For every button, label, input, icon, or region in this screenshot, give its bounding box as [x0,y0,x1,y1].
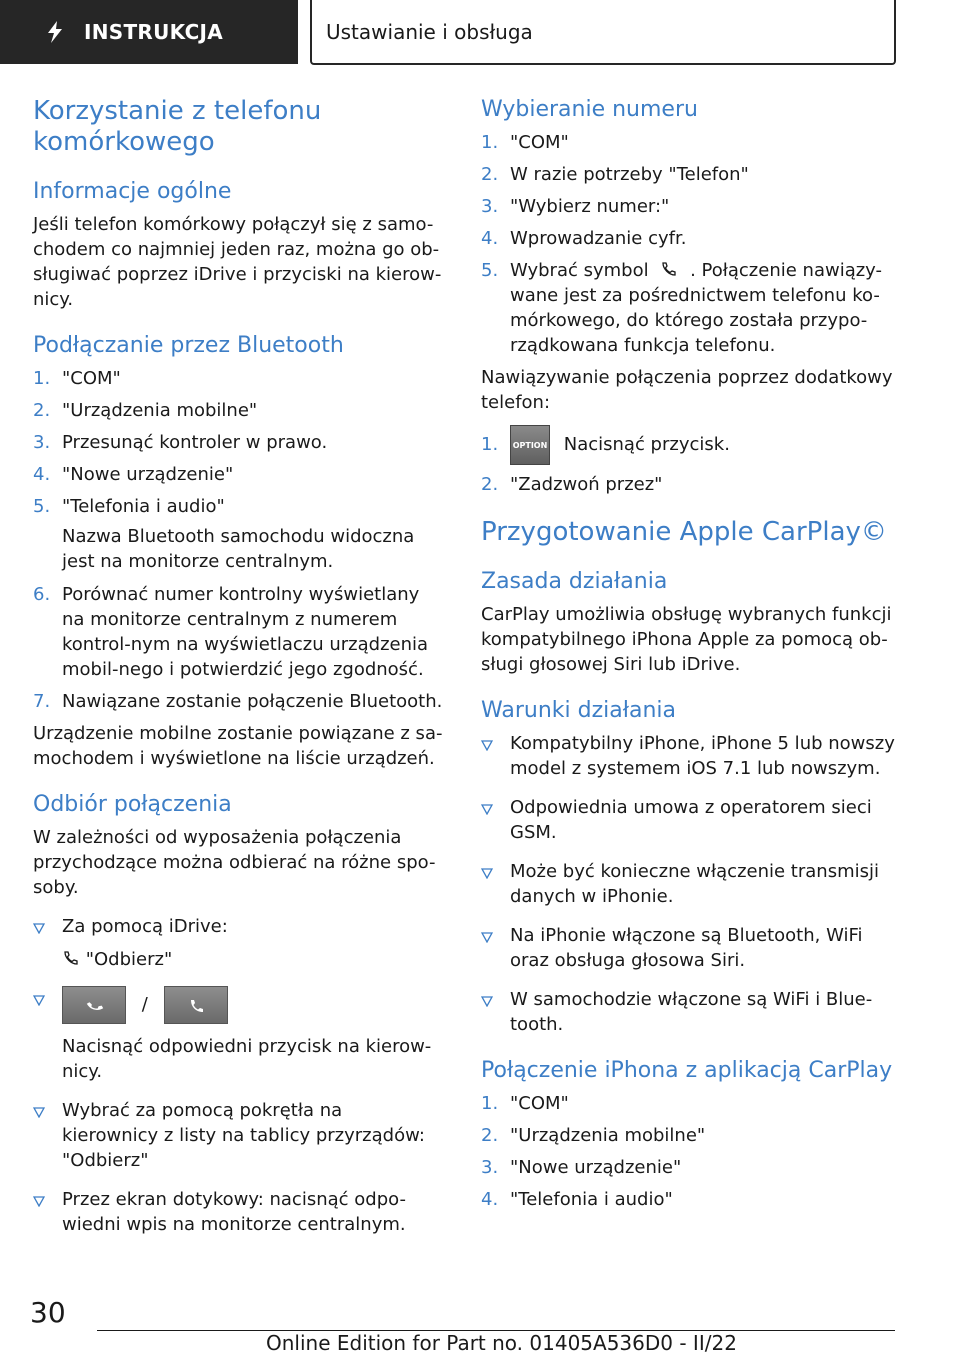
principle-heading: Zasada działania [481,569,668,594]
list-item: Na iPhonie włączone są Bluetooth, WiFi oraz obsługa głosowa Siri. [481,923,896,973]
recv-heading: Odbiór połączenia [33,792,232,817]
list-item: 1. "COM" [33,368,121,389]
info-heading: Informacje ogólne [33,179,232,204]
triangle-bullet-icon [33,994,45,1006]
phone-icon [62,949,80,967]
list-item: 1. "COM" [481,1093,569,1114]
extra-text: Nawiązywanie połączenia poprzez dodatkowy telefon: [481,367,893,413]
extra-steps [481,425,896,497]
option-key: OPTION [510,425,550,465]
list-item: 4. "Telefonia i audio" [481,1189,673,1210]
list-item: 3. Przesunąć kontroler w prawo. [33,432,328,453]
bt-after-text: Urządzenie mobilne zostanie powiązane z sa-mochodem i wyświetlone na liście urządzeń. [33,723,443,769]
list-item: 5. Wybrać symbol . Połączenie nawiązy-wane jest za pośrednictwem telefonu ko-mórkowego, do którego została przypo-rządkowana funkcja telefonu. [481,260,883,356]
phone-key [164,986,228,1024]
section-title-box [310,0,896,65]
triangle-bullet-icon [481,803,493,815]
phone-icon [660,260,678,278]
dial-heading: Wybieranie numeru [481,97,698,122]
list-item: 2. "Zadzwoń przez" [481,474,663,495]
bt-heading: Podłączanie przez Bluetooth [33,333,344,358]
list-item: 5. "Telefonia i audio" [33,496,225,517]
conn-heading: Połączenie iPhona z aplikacją CarPlay [481,1058,893,1083]
list-item: 6. Porównać numer kontrolny wyświetlany na monitorze centralnym z numerem kontrol-nym na wyświetlaczu urządzenia mobil-nego i potwierdzić jego zgodność. [33,584,429,680]
triangle-bullet-icon [481,931,493,943]
bt-steps [33,366,443,519]
triangle-bullet-icon [33,1106,45,1118]
phone-icon [187,996,207,1016]
page-title: Korzystanie z telefonu komórkowego [33,96,322,157]
bt-steps-cont [33,582,443,714]
recv-text: W zależności od wyposażenia połączenia przychodzące można odbierać na różne spo-soby. [33,827,436,898]
recv-list [33,914,443,1237]
right-column [481,96,896,1219]
req-heading: Warunki działania [481,698,676,723]
list-item: Odpowiednia umowa z operatorem sieci GSM. [481,795,896,845]
list-item: Za pomocą iDrive: "Odbierz" [33,914,443,972]
triangle-bullet-icon [481,739,493,751]
header-tab[interactable] [0,0,298,64]
triangle-bullet-icon [481,867,493,879]
section-title: Ustawianie i obsługa [326,19,533,44]
list-item: 2. "Urządzenia mobilne" [481,1125,706,1146]
footer-edition: Online Edition for Part no. 01405A536D0 - II/22 [266,1331,737,1355]
bolt-icon [42,19,68,45]
info-text: Jeśli telefon komórkowy połączył się z samo-chodem co najmniej jeden raz, można go ob-sługiwać poprzez iDrive i przyciski na kierow-nicy. [33,214,442,310]
list-item: Przez ekran dotykowy: nacisnąć odpo-wiedni wpis na monitorze centralnym. [33,1187,443,1237]
list-item: Kompatybilny iPhone, iPhone 5 lub nowszy model z systemem iOS 7.1 lub nowszym. [481,731,896,781]
list-item: 2. W razie potrzeby "Telefon" [481,164,749,185]
key-separator: / [141,994,148,1015]
list-item: 4. "Nowe urządzenie" [33,464,234,485]
list-item: 1. OPTION Nacisnąć przycisk. [481,425,896,465]
dial-steps [481,130,896,358]
req-list [481,731,896,1037]
triangle-bullet-icon [33,1195,45,1207]
phone-accept-icon [85,996,105,1016]
list-item: Wybrać za pomocą pokrętła na kierownicy z listy na tablicy przyrządów: "Odbierz" [33,1098,443,1173]
list-item: 1. "COM" [481,132,569,153]
page-number: 30 [30,1296,66,1329]
header-tab-label: INSTRUKCJA [84,20,224,44]
list-item: Może być konieczne włączenie transmisji danych w iPhonie. [481,859,896,909]
bt-step5-note: Nazwa Bluetooth samochodu widoczna jest na monitorze centralnym. [62,526,415,572]
carplay-title: Przygotowanie Apple CarPlay© [481,517,887,547]
principle-text: CarPlay umożliwia obsługę wybranych funkcji kompatybilnego iPhona Apple za pomocą ob-sługi głosowej Siri lub iDrive. [481,604,892,675]
list-item: 2. "Urządzenia mobilne" [33,400,258,421]
triangle-bullet-icon [481,995,493,1007]
list-item: W samochodzie włączone są WiFi i Blue-tooth. [481,987,896,1037]
conn-steps [481,1091,896,1212]
list-item: 7. Nawiązane zostanie połączenie Bluetooth. [33,691,443,712]
list-item: 3. "Wybierz numer:" [481,196,670,217]
list-item: 3. "Nowe urządzenie" [481,1157,682,1178]
list-item: 4. Wprowadzanie cyfr. [481,228,687,249]
list-item: / Nacisnąć odpowiedni przycisk na kierow-nicy. [33,986,443,1084]
left-column [33,96,443,1251]
accept-call-key [62,986,126,1024]
triangle-bullet-icon [33,922,45,934]
